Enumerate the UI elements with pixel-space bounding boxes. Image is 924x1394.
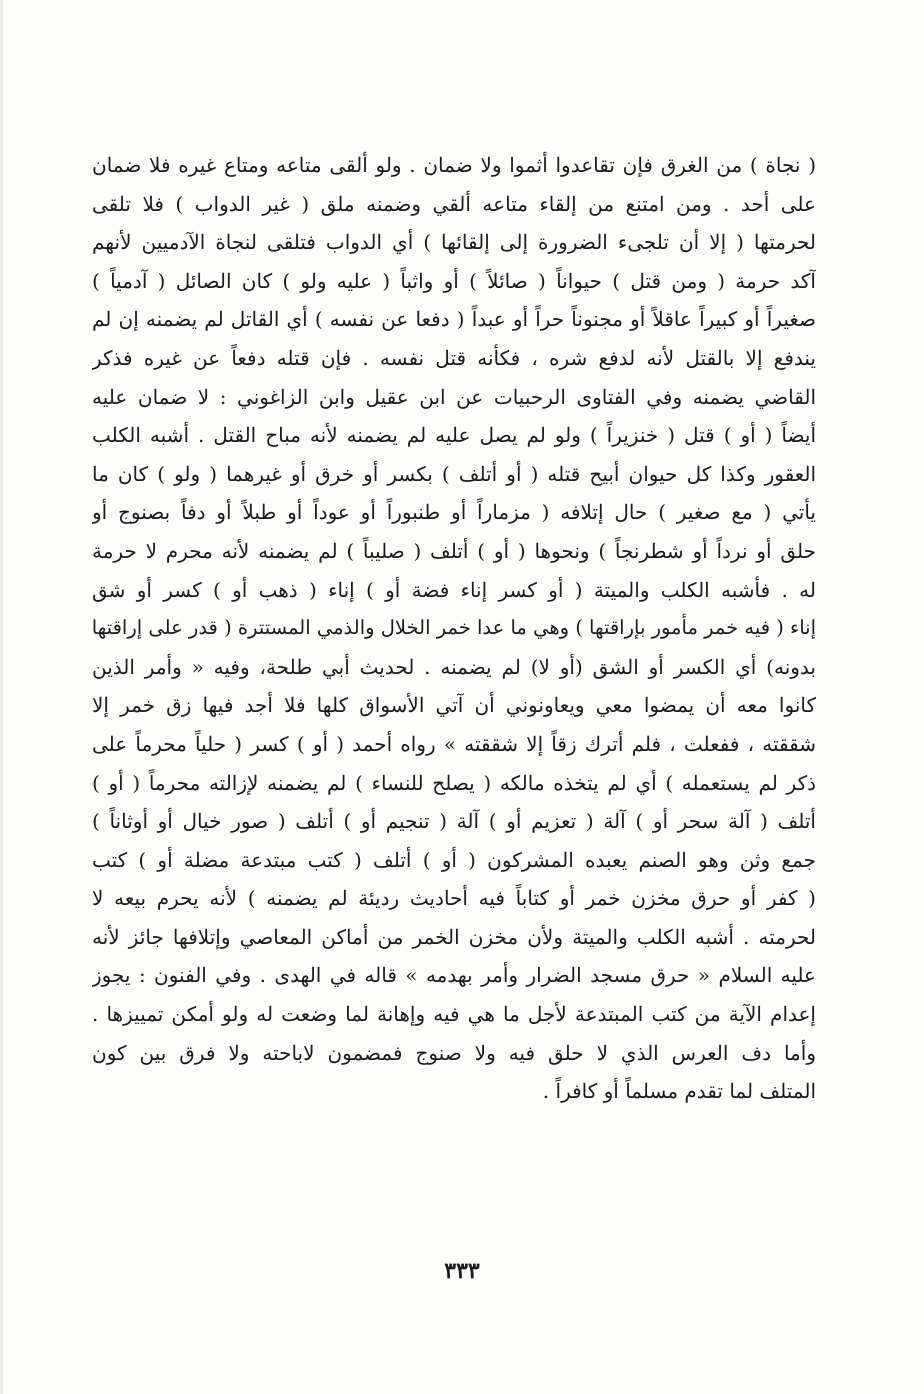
text-line: على أحد . ومن امتنع من إلقاء متاعه ألقي وضمنه ملق ( غير الدواب ) فلا تلقى bbox=[92, 191, 816, 216]
text-line: حلق أو نرداً أو شطرنجاً ) ونحوها ( أو ) أتلف ( صليباً ) لم يضمنه لأنه محرم لا حرمة bbox=[92, 538, 816, 563]
text-line: العقور وكذا كل حيوان أبيح قتله ( أو أتلف ) بكسر أو خرق أو غيرهما ( ولو ) كان ما bbox=[92, 461, 816, 486]
text-line: كانوا معه أن يمضوا معي ويعاونوني أن آتي الأسواق كلها فلا أجد فيها زق خمر إلا bbox=[92, 693, 816, 718]
text-line: وأما دف العرس الذي لا حلق فيه ولا صنوج فمضمون لاباحته ولا فرق بين كون bbox=[92, 1040, 816, 1065]
text-line: ( نجاة ) من الغرق فإن تقاعدوا أثموا ولا ضمان . ولو ألقى متاعه ومتاع غيره فلا ضمان bbox=[92, 153, 816, 177]
text-line: لحرمتها ( إلا أن تلجىء الضرورة إلى إلقائها ) أي الدواب فتلقى لنجاة الآدميين لأنهم bbox=[92, 230, 816, 255]
page-edge-shadow bbox=[0, 0, 3, 1394]
body-text bbox=[92, 146, 816, 1111]
text-line: ذكر لم يستعمله ) أي لم يتخذه مالكه ( يصلح للنساء ) لم يضمنه لإزالته محرماً ( أو ) bbox=[92, 770, 816, 795]
text-line: يأتي ( مع صغير ) حال إتلافه ( مزماراً أو طنبوراً أو عوداً أو طبلاً أو دفاً بصنوج أو bbox=[92, 500, 816, 525]
text-line: أتلف ( آلة سحر أو ) آلة ( تعزيم أو ) آلة ( تنجيم أو ) أتلف ( صور خيال أو أوثاناً ) bbox=[92, 809, 816, 834]
text-line: بدونه) أي الكسر أو الشق (أو لا) لم يضمنه . لحديث أبي طلحة، وفيه « وأمر الذين bbox=[92, 654, 816, 679]
text-line: آكد حرمة ( ومن قتل ) حيواناً ( صائلاً ) أو واثباً ( عليه ولو ) كان الصائل ( آدمياً ) bbox=[92, 268, 816, 293]
text-line: ( كفر أو حرق مخزن خمر أو كتاباً فيه أحاديث رديئة لم يضمنه ) لأنه يحرم بيعه لا bbox=[92, 886, 816, 911]
text-line: له . فأشبه الكلب والميتة ( أو كسر إناء فضة أو ) إناء ( ذهب أو ) كسر أو شق bbox=[92, 577, 816, 602]
text-line: شققته ، ففعلت ، فلم أترك زقاً إلا شققته » رواه أحمد ( أو ) كسر ( حلياً محرماً على bbox=[92, 731, 816, 756]
text-line: عليه السلام « حرق مسجد الضرار وأمر بهدمه » قاله في الهدى . وفي الفنون : يجوز bbox=[92, 963, 816, 988]
text-line: لحرمته . أشبه الكلب والميتة ولأن مخزن الخمر من أماكن المعاصي وإتلافها جائز لأنه bbox=[92, 924, 816, 949]
text-line: إعدام الآية من كتب المبتدعة لأجل ما هي فيه وإهانة لما وضعت له ولو أمكن تمييزها . bbox=[92, 1002, 816, 1027]
text-line: القاضي يضمنه وفي الفتاوى الرحبيات عن ابن عقيل وابن الزاغوني : لا ضمان عليه bbox=[92, 384, 816, 409]
page-number: ٣٣٣ bbox=[444, 1258, 480, 1284]
text-line: إناء ( فيه خمر مأمور بإراقتها ) وهي ما عدا خمر الخلال والذمي المستترة ( قدر على إراقتها bbox=[92, 616, 816, 640]
text-line: يندفع إلا بالقتل لأنه لدفع شره ، فكأنه قتل نفسه . فإن قتله دفعاً عن غيره فذكر bbox=[92, 345, 816, 370]
text-line: أيضاً ( أو ) قتل ( خنزيراً ) ولو لم يصل عليه لم يضمنه لأنه مباح القتل . أشبه الكلب bbox=[92, 423, 816, 448]
text-line: صغيراً أو كبيراً عاقلاً أو مجنوناً حراً أو عبداً ( دفعا عن نفسه ) أي القاتل لم يضمنه إن لم bbox=[92, 307, 816, 332]
text-line: المتلف لما تقدم مسلماً أو كافراً . bbox=[542, 1079, 816, 1104]
text-line: جمع وثن وهو الصنم يعبده المشركون ( أو ) أتلف ( كتب مبتدعة مضلة أو ) كتب bbox=[92, 847, 816, 872]
